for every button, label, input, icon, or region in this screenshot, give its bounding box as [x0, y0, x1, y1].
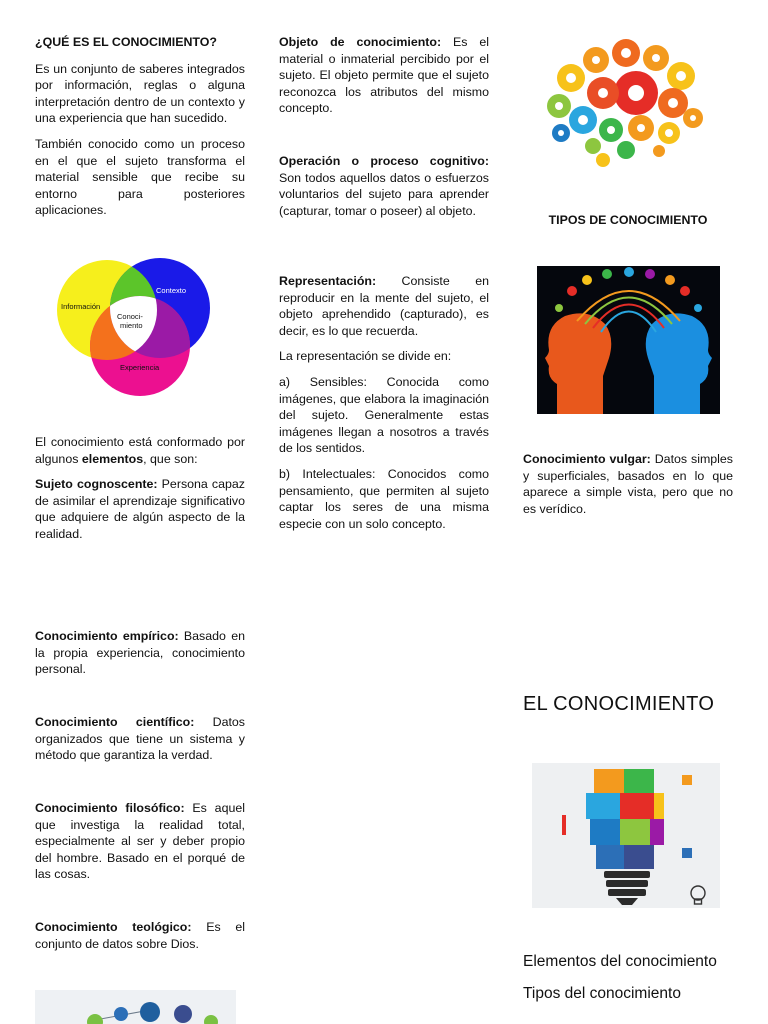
vulgar-label: Conocimiento vulgar:: [523, 452, 651, 466]
filosofico-text: Es aquel que investiga la realidad total, especialmente al ser y deber propio del hombre. Basado en el porqué de las cosas.: [35, 801, 245, 882]
cientifico-text: Datos organizados que tiene un sistema y método que garantiza la verdad.: [35, 715, 245, 763]
paragraph-definition: Es un conjunto de saberes integrados por información, reglas o alguna interpretación dentro de un contexto y una experiencia que han sucedido.: [35, 61, 245, 126]
filosofico-label: Conocimiento filosófico:: [35, 801, 185, 815]
venn-label-center-1: Conoci-: [117, 312, 143, 321]
lightbulb-icon: [688, 884, 708, 908]
tipos-heading: TIPOS DE CONOCIMIENTO: [548, 213, 708, 227]
paragraph-representacion: [279, 273, 489, 339]
representacion-label: Representación:: [279, 274, 377, 288]
column-middle: [279, 34, 489, 126]
paragraph-filosofico: [35, 800, 245, 883]
operacion-label: Operación o proceso cognitivo:: [279, 154, 489, 168]
network-icons-illustration: [35, 990, 236, 1024]
menu-item-elementos: Elementos del conocimiento: [523, 953, 717, 970]
paragraph-divide: La representación se divide en:: [279, 349, 452, 364]
gear-brain-illustration: [541, 38, 711, 170]
representacion-block: [279, 273, 489, 541]
empirico-text: Basado en la propia experiencia, conocimiento personal.: [35, 629, 245, 677]
two-heads-illustration: [537, 266, 720, 414]
operacion-text: Son todos aquellos datos o esfuerzos voluntarios del sujeto para aprender (capturar, tomar o poseer) al objeto.: [279, 170, 489, 218]
objeto-text: Es el material o inmaterial percibido por el sujeto. El objeto permite que el sujeto reconozca los atributos del mismo concepto.: [279, 35, 489, 116]
paragraph-objeto: [279, 34, 489, 117]
paragraph-empirico: [35, 628, 245, 678]
paragraph-sensibles: a) Sensibles: Conocida como imágenes, que elabora la imaginación del sujeto. Generalmente estas imágenes llegan a nosotros a través de los sentidos.: [279, 374, 489, 456]
teologico-label: Conocimiento teológico:: [35, 920, 192, 934]
teologico-text: Es el conjunto de datos sobre Dios.: [35, 920, 245, 951]
vulgar-block: [523, 451, 733, 526]
main-title: EL CONOCIMIENTO: [523, 693, 715, 715]
elements-keyword: elementos: [81, 451, 144, 466]
elements-intro: [35, 434, 245, 467]
section-heading-que-es: ¿QUÉ ES EL CONOCIMIENTO?: [35, 35, 217, 49]
venn-diagram: [55, 258, 215, 400]
paragraph-cientifico: [35, 714, 245, 764]
cientifico-label: Conocimiento científico:: [35, 715, 195, 729]
paragraph-sujeto: [35, 476, 245, 542]
teologico-block: [35, 919, 245, 961]
paragraph-intelectuales: b) Intelectuales: Conocidos como pensamiento, que permiten al sujeto captar los seres de una misma especie con un solo concepto.: [279, 466, 489, 531]
cientifico-block: [35, 714, 245, 773]
representacion-text: Consiste en reproducir en la mente del sujeto, el objeto aprehendido (capturado), es decir, es lo que recuerda.: [279, 274, 489, 338]
menu-item-tipos: Tipos del conocimiento: [523, 985, 681, 1002]
filosofico-block: [35, 800, 245, 892]
column-left: [35, 34, 245, 228]
elements-intro-text: El conocimiento está conformado por algunos: [35, 435, 245, 466]
venn-label-experiencia: Experiencia: [120, 363, 160, 372]
objeto-label: Objeto de conocimiento:: [279, 35, 442, 49]
paragraph-process: También conocido como un proceso en el que el sujeto transforma el material sensible que recibe su entorno para posteriores aplicaciones.: [35, 136, 245, 218]
paragraph-vulgar: [523, 451, 733, 517]
paragraph-operacion: [279, 153, 489, 219]
sujeto-text: Persona capaz de asimilar el aprendizaje significativo que adquiere de algún aspecto de la realidad.: [35, 477, 246, 541]
elements-block: [35, 434, 245, 552]
vulgar-text: Datos simples y superficiales, basados en lo que aparece a simple vista, pero que no es verídico.: [523, 452, 733, 516]
sujeto-label: Sujeto cognoscente:: [35, 477, 158, 492]
venn-label-informacion: Información: [61, 302, 101, 311]
venn-label-contexto: Contexto: [156, 286, 187, 295]
paragraph-teologico: [35, 919, 245, 952]
elements-intro-tail: , que son:: [143, 451, 198, 466]
empirico-label: Conocimiento empírico:: [35, 629, 179, 643]
types-block: [35, 628, 245, 687]
operacion-block: [279, 153, 489, 228]
venn-label-center-2: miento: [120, 321, 143, 330]
